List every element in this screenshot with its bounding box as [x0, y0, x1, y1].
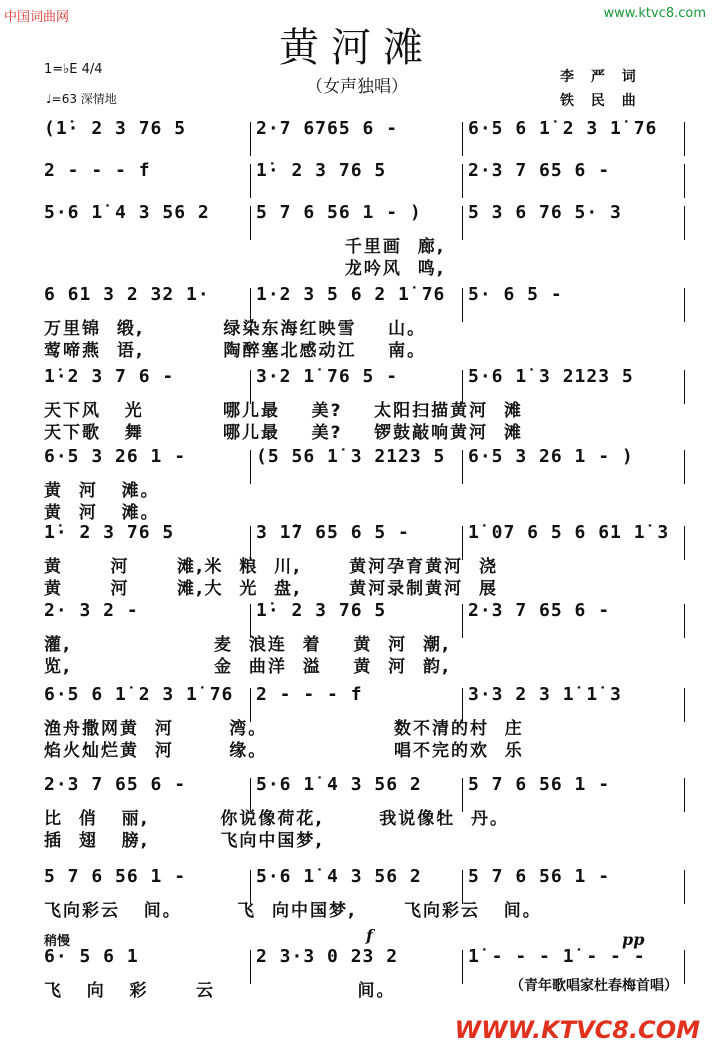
measure-notes: 1̇·2 3 7 6 -: [44, 366, 175, 387]
lyric-line: 千里画 廊,: [44, 237, 446, 257]
bar-line: [462, 950, 463, 984]
score-row: [38, 684, 686, 761]
watermark-left: 中国词曲网: [4, 10, 70, 25]
score-row: [38, 446, 686, 523]
measure-notes: 5· 6 5 -: [468, 284, 563, 305]
bar-line: [462, 206, 463, 240]
lyric-line: 万里锦 缎, 绿染东海红映雪 山。: [44, 319, 427, 339]
bar-line: [462, 450, 463, 484]
measure-notes: 6 61 3 2 32 1·: [44, 284, 210, 305]
measure-notes: 6·5 6 1̇ 2 3 1̇ 76: [44, 684, 234, 705]
measure-notes: 6·5 3 26 1 -: [44, 446, 187, 467]
lyric-line: 黄 河 滩。: [44, 481, 160, 501]
measure-notes: 1̇· 2 3 76 5: [256, 160, 387, 181]
lyric-line: 比 俏 丽, 你说像荷花, 我说像牡 丹。: [44, 809, 510, 829]
bar-line: [684, 604, 685, 638]
measure-notes: 3·2 1̇ 76 5 -: [256, 366, 399, 387]
composer-credit: 铁 民 曲: [560, 93, 642, 109]
measure-notes: 5 7 6 56 1 -: [468, 774, 611, 795]
bar-line: [684, 122, 685, 156]
bar-line: [462, 604, 463, 638]
bar-line: [684, 688, 685, 722]
measure-notes: 2·3 7 65 6 -: [44, 774, 187, 795]
measure-notes: 5·6 1̇ 4 3 56 2: [256, 866, 422, 887]
score-row: [38, 774, 686, 851]
lyric-line: 览, 金 曲洋 溢 黄 河 韵,: [44, 657, 451, 677]
forte-marking: f: [366, 926, 373, 945]
bar-line: [462, 122, 463, 156]
measure-notes: 5 7 6 56 1 -: [468, 866, 611, 887]
measure-notes: 1̇· 2 3 76 5: [256, 600, 387, 621]
measure-notes: 2·7 6765 6 -: [256, 118, 399, 139]
tempo-marking: ♩=63 深情地: [46, 92, 117, 106]
measure-notes: 2·3 7 65 6 -: [468, 600, 611, 621]
score-row: [38, 202, 686, 279]
lyric-line: 飞向彩云 间。 飞 向中国梦, 飞向彩云 间。: [44, 901, 542, 921]
measure-notes: 2 - - - f: [256, 684, 363, 705]
lyric-line: 插 翅 膀, 飞向中国梦,: [44, 831, 324, 851]
measure-notes: 2· 3 2 -: [44, 600, 139, 621]
score-row: [38, 160, 686, 202]
score-row: [38, 366, 686, 443]
bar-line: [684, 450, 685, 484]
score-row: [38, 118, 686, 160]
measure-notes: 2 3·3 0 23 2: [256, 946, 399, 967]
performance-note: （青年歌唱家杜春梅首唱）: [510, 978, 678, 994]
slow-marking: 稍慢: [44, 934, 71, 949]
bar-line: [684, 950, 685, 984]
key-signature: 1=♭E 4/4: [44, 62, 103, 77]
measure-notes: 6·5 3 26 1 - ): [468, 446, 634, 467]
score-row: [38, 522, 686, 599]
measure-notes: 5 7 6 56 1 - ): [256, 202, 422, 223]
lyric-line: 莺啼燕 语, 陶醉塞北感动江 南。: [44, 341, 427, 361]
measure-notes: 2·3 7 65 6 -: [468, 160, 611, 181]
score-row: [38, 600, 686, 677]
measure-notes: 3 1̇7 65 6 5 -: [256, 522, 410, 543]
pianissimo-marking: pp: [622, 930, 645, 949]
watermark-right: www.ktvc8.com: [603, 6, 706, 21]
lyric-line: 天下歌 舞 哪儿最 美? 锣鼓敲响黄河 滩: [44, 423, 523, 443]
bar-line: [684, 778, 685, 812]
measure-notes: 5·6 1̇ 3 2123 5: [468, 366, 634, 387]
measure-notes: 5·6 1̇ 4 3 56 2: [256, 774, 422, 795]
measure-notes: (1̇· 2 3 76 5: [44, 118, 187, 139]
measure-notes: (5 56 1̇ 3 2123 5: [256, 446, 446, 467]
bar-line: [684, 370, 685, 404]
bar-line: [250, 122, 251, 156]
song-subtitle: （女声独唱）: [306, 77, 408, 97]
measure-notes: 5·6 1̇ 4 3 56 2: [44, 202, 210, 223]
lyric-line: 龙吟风 鸣,: [44, 259, 446, 279]
bar-line: [684, 206, 685, 240]
bar-line: [684, 164, 685, 198]
bar-line: [684, 870, 685, 904]
measure-notes: 1̇ 07 6 5 6 61 1̇ 3: [468, 522, 670, 543]
lyric-line: 黄 河 滩,大 光 盘, 黄河录制黄河 展: [44, 579, 498, 599]
lyricist-credit: 李 严 词: [560, 69, 642, 85]
score-row: [38, 284, 686, 361]
lyric-line: 黄 河 滩。: [44, 503, 160, 523]
bar-line: [250, 164, 251, 198]
song-title: 黄河滩: [279, 25, 435, 71]
measure-notes: 1·2 3 5 6 2 1̇ 76: [256, 284, 446, 305]
measure-notes: 3·3 2 3 1̇ 1̇ 3: [468, 684, 622, 705]
lyric-line: 天下风 光 哪儿最 美? 太阳扫描黄河 滩: [44, 401, 523, 421]
measure-notes: 1̇ - - - 1̇ - - -: [468, 946, 646, 967]
lyric-line: 焰火灿烂黄 河 缘。 唱不完的欢 乐: [44, 741, 524, 761]
bar-line: [684, 288, 685, 322]
bar-line: [462, 288, 463, 322]
measure-notes: 6· 5 6 1: [44, 946, 139, 967]
score-row: [38, 866, 686, 921]
bar-line: [684, 526, 685, 560]
lyric-line: 飞 向 彩 云 间。: [44, 981, 396, 1001]
footer-watermark: WWW.KTVC8.COM: [454, 1016, 700, 1044]
lyric-line: 灌, 麦 浪连 着 黄 河 潮,: [44, 635, 451, 655]
measure-notes: 6·5 6 1̇ 2 3 1̇ 76: [468, 118, 658, 139]
measure-notes: 2 - - - f: [44, 160, 151, 181]
lyric-line: 渔舟撒网黄 河 湾。 数不清的村 庄: [44, 719, 524, 739]
measure-notes: 5 7 6 56 1 -: [44, 866, 187, 887]
lyric-line: 黄 河 滩,米 粮 川, 黄河孕育黄河 浇: [44, 557, 498, 577]
measure-notes: 5 3 6 76 5· 3: [468, 202, 622, 223]
bar-line: [462, 164, 463, 198]
bar-line: [250, 450, 251, 484]
measure-notes: 1̇· 2 3 76 5: [44, 522, 175, 543]
